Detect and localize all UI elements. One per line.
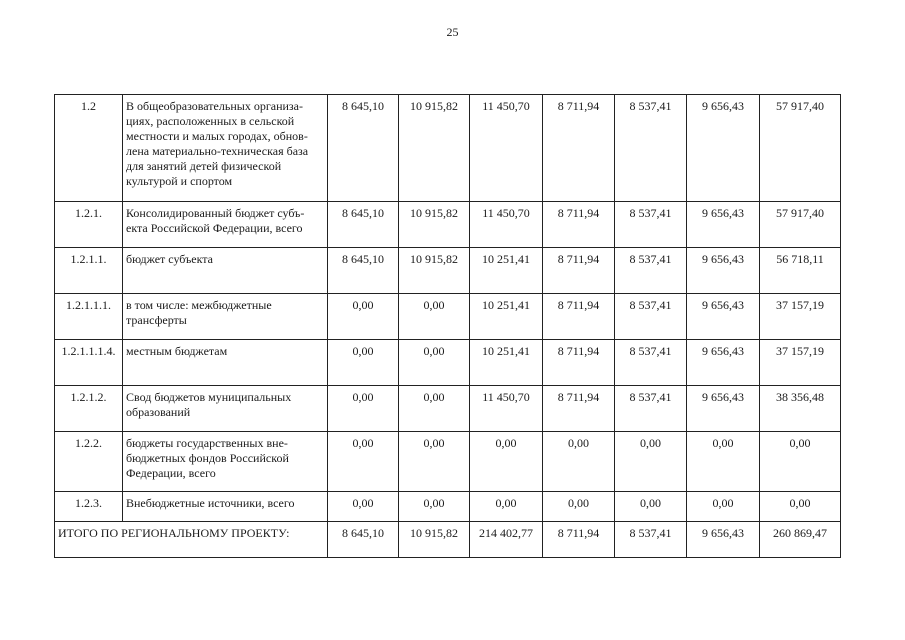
row-code: 1.2.1.1.1.4.: [55, 340, 123, 386]
row-code: 1.2: [55, 95, 123, 202]
table-row: [55, 202, 841, 248]
row-value: 8 711,94: [543, 340, 615, 386]
table-row: [55, 248, 841, 294]
row-value: 38 356,48: [760, 386, 841, 432]
row-value: 8 711,94: [543, 294, 615, 340]
row-value: 57 917,40: [760, 202, 841, 248]
row-value: 0,00: [399, 386, 470, 432]
row-value: 9 656,43: [687, 386, 760, 432]
total-value: 8 645,10: [328, 522, 399, 558]
row-value: 10 251,41: [470, 294, 543, 340]
row-value: 8 537,41: [615, 386, 687, 432]
row-value: 56 718,11: [760, 248, 841, 294]
row-value: 0,00: [328, 492, 399, 522]
row-value: 9 656,43: [687, 95, 760, 202]
budget-table: [54, 94, 841, 558]
row-code: 1.2.1.: [55, 202, 123, 248]
row-value: 8 711,94: [543, 248, 615, 294]
row-name: бюджеты государственных вне-бюджетных фондов Российской Федерации, всего: [123, 432, 328, 492]
row-value: 0,00: [399, 432, 470, 492]
row-code: 1.2.2.: [55, 432, 123, 492]
row-value: 0,00: [615, 492, 687, 522]
row-value: 9 656,43: [687, 202, 760, 248]
row-value: 11 450,70: [470, 386, 543, 432]
row-value: 0,00: [760, 432, 841, 492]
row-value: 0,00: [687, 432, 760, 492]
total-value: 8 537,41: [615, 522, 687, 558]
row-value: 10 915,82: [399, 95, 470, 202]
row-value: 0,00: [399, 294, 470, 340]
row-value: 0,00: [760, 492, 841, 522]
table-row: [55, 340, 841, 386]
row-value: 0,00: [543, 432, 615, 492]
row-name: Внебюджетные источники, всего: [123, 492, 328, 522]
row-value: 8 537,41: [615, 202, 687, 248]
total-value: 10 915,82: [399, 522, 470, 558]
row-name: в том числе: межбюджетные трансферты: [123, 294, 328, 340]
row-value: 8 645,10: [328, 95, 399, 202]
total-value: 8 711,94: [543, 522, 615, 558]
row-value: 11 450,70: [470, 95, 543, 202]
row-value: 0,00: [615, 432, 687, 492]
table-row: [55, 432, 841, 492]
row-value: 0,00: [328, 386, 399, 432]
row-value: 37 157,19: [760, 340, 841, 386]
row-code: 1.2.1.1.: [55, 248, 123, 294]
row-value: 8 645,10: [328, 202, 399, 248]
row-value: 8 537,41: [615, 340, 687, 386]
row-name: бюджет субъекта: [123, 248, 328, 294]
row-name: Свод бюджетов муниципальных образований: [123, 386, 328, 432]
row-value: 10 251,41: [470, 248, 543, 294]
row-value: 0,00: [328, 340, 399, 386]
row-value: 0,00: [470, 432, 543, 492]
total-value: 214 402,77: [470, 522, 543, 558]
row-value: 8 537,41: [615, 248, 687, 294]
row-name: Консолидированный бюджет субъ-екта Российской Федерации, всего: [123, 202, 328, 248]
row-value: 0,00: [543, 492, 615, 522]
row-name: В общеобразовательных организа-циях, расположенных в сельской местности и малых городах, обнов-лена материально-техническая база для занятий детей физической культурой и спортом: [123, 95, 328, 202]
table-row: [55, 95, 841, 202]
row-value: 0,00: [399, 492, 470, 522]
row-value: 57 917,40: [760, 95, 841, 202]
row-value: 8 537,41: [615, 294, 687, 340]
row-name: местным бюджетам: [123, 340, 328, 386]
table-row: [55, 492, 841, 522]
row-value: 8 645,10: [328, 248, 399, 294]
row-value: 10 915,82: [399, 202, 470, 248]
row-value: 9 656,43: [687, 340, 760, 386]
row-value: 0,00: [687, 492, 760, 522]
row-value: 9 656,43: [687, 248, 760, 294]
row-value: 0,00: [328, 432, 399, 492]
row-value: 8 711,94: [543, 95, 615, 202]
row-value: 8 711,94: [543, 386, 615, 432]
total-value: 9 656,43: [687, 522, 760, 558]
total-row: [55, 522, 841, 558]
row-value: 11 450,70: [470, 202, 543, 248]
row-value: 0,00: [399, 340, 470, 386]
row-value: 8 711,94: [543, 202, 615, 248]
row-value: 10 251,41: [470, 340, 543, 386]
table-row: [55, 386, 841, 432]
row-value: 8 537,41: [615, 95, 687, 202]
total-value: 260 869,47: [760, 522, 841, 558]
table-row: [55, 294, 841, 340]
row-value: 37 157,19: [760, 294, 841, 340]
row-value: 9 656,43: [687, 294, 760, 340]
row-code: 1.2.1.2.: [55, 386, 123, 432]
row-value: 0,00: [328, 294, 399, 340]
row-code: 1.2.3.: [55, 492, 123, 522]
row-code: 1.2.1.1.1.: [55, 294, 123, 340]
row-value: 10 915,82: [399, 248, 470, 294]
row-value: 0,00: [470, 492, 543, 522]
page-number: 25: [446, 25, 459, 39]
total-label: ИТОГО ПО РЕГИОНАЛЬНОМУ ПРОЕКТУ:: [55, 522, 328, 558]
